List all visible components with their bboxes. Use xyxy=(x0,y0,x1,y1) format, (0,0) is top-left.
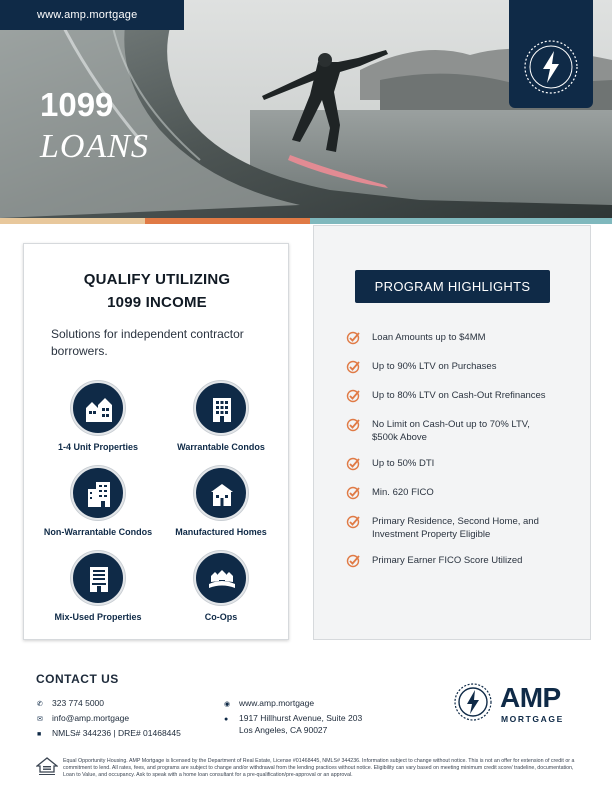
orange-check-icon xyxy=(346,418,360,432)
contact-address-line1: 1917 Hillhurst Avenue, Suite 203 xyxy=(239,713,363,723)
feature-mix-used-properties xyxy=(33,551,163,622)
feature-warrantable-condos xyxy=(156,381,286,452)
qualify-heading-line1: QUALIFY UTILIZING xyxy=(83,271,231,288)
hero-title-word: LOANS xyxy=(40,128,149,165)
contact-website[interactable] xyxy=(224,697,314,709)
feature-label: Non-Warrantable Condos xyxy=(43,527,153,537)
orange-check-icon xyxy=(346,515,360,529)
accent-stripe-teal xyxy=(310,218,612,224)
feature-co-ops xyxy=(156,551,286,622)
highlight-text: Min. 620 FICO xyxy=(372,487,434,498)
orange-check-icon xyxy=(346,554,360,568)
manufactured-home-icon xyxy=(194,466,248,520)
highlight-text: Loan Amounts up to $4MM xyxy=(372,332,486,343)
contact-address-line2: Los Angeles, CA 90027 xyxy=(239,725,328,735)
qualify-description: Solutions for independent contractor borrowers. xyxy=(51,327,244,358)
orange-check-icon xyxy=(346,389,360,403)
highlight-text: Primary Residence, Second Home, and Investment Property Eligible xyxy=(372,516,539,540)
condo-building-icon xyxy=(194,381,248,435)
website-url-tab[interactable]: www.amp.mortgage xyxy=(0,0,184,30)
feature-label: Warrantable Condos xyxy=(177,442,265,452)
highlight-item xyxy=(346,389,576,402)
highlight-text: Primary Earner FICO Score Utilized xyxy=(372,555,523,566)
accent-stripe-sand xyxy=(0,218,145,224)
highlight-item xyxy=(346,418,576,444)
feature-label: 1-4 Unit Properties xyxy=(57,442,139,452)
equal-housing-icon xyxy=(36,757,58,777)
phone-icon: ✆ xyxy=(37,701,43,708)
contact-email-text: info@amp.mortgage xyxy=(52,713,130,723)
orange-check-icon xyxy=(346,331,360,345)
lightning-bolt-icon xyxy=(453,682,493,722)
highlight-text: Up to 80% LTV on Cash-Out Rrefinances xyxy=(372,390,546,401)
feature-non-warrantable-condos xyxy=(33,466,163,537)
map-pin-icon: ● xyxy=(224,716,229,723)
highlight-item xyxy=(346,360,576,373)
contact-website-text: www.amp.mortgage xyxy=(239,698,315,708)
feature-manufactured-homes xyxy=(156,466,286,537)
globe-icon: ◉ xyxy=(224,701,231,708)
contact-licenses-text: NMLS# 344236 | DRE# 01468445 xyxy=(52,728,181,738)
orange-check-icon xyxy=(346,486,360,500)
feature-1-4-unit-properties xyxy=(33,381,163,452)
envelope-icon: ✉ xyxy=(37,716,43,723)
storefront-building-icon xyxy=(71,551,125,605)
amp-mortgage-logo xyxy=(453,682,583,726)
qualify-card xyxy=(23,243,289,640)
contact-phone-text: 323 774 5000 xyxy=(52,698,104,708)
feature-label: Co-Ops xyxy=(204,612,238,622)
houses-icon xyxy=(71,381,125,435)
contact-licenses xyxy=(37,727,181,739)
id-card-icon: ■ xyxy=(37,731,42,738)
co-op-houses-icon xyxy=(194,551,248,605)
program-highlights-button[interactable]: PROGRAM HIGHLIGHTS xyxy=(355,270,550,303)
program-highlights-card xyxy=(313,225,591,640)
hero-banner xyxy=(0,0,612,218)
highlight-item xyxy=(346,457,576,470)
highlight-text: Up to 90% LTV on Purchases xyxy=(372,361,497,372)
logo-name: AMP xyxy=(500,682,561,713)
orange-check-icon xyxy=(346,360,360,374)
qualify-heading-line2: 1099 INCOME xyxy=(107,294,207,311)
contact-heading: CONTACT US xyxy=(36,672,119,686)
legal-disclaimer: Equal Opportunity Housing. AMP Mortgage is licensed by the Department of Real Estate, License #01468445, NMLS# 344236. Information subject to change without notice. This is not an offer for extension of credit or a commitment to lend. All rates, fees, and programs are subject to change and/or withdrawal from the lending practices without notice. Eligibility can vary based on meeting minimum credit score/ tradeline, documentation, Loan to Value, and occupancy. Ask to speak with a home loan consultant for a pre-qualification/pre-approval or an approval. xyxy=(63,758,575,778)
hero-title-number: 1099 xyxy=(40,86,114,123)
highlight-text: No Limit on Cash-Out up to 70% LTV, $500k Above xyxy=(372,419,530,443)
lightning-bolt-icon xyxy=(522,38,580,96)
highlight-item xyxy=(346,515,576,541)
highlight-text: Up to 50% DTI xyxy=(372,458,435,469)
accent-stripe-orange xyxy=(145,218,310,224)
highlight-item xyxy=(346,554,576,567)
highlight-item xyxy=(346,331,576,344)
contact-address xyxy=(224,712,362,736)
brand-badge xyxy=(509,0,593,108)
contact-email[interactable] xyxy=(37,712,129,724)
orange-check-icon xyxy=(346,457,360,471)
feature-label: Mix-Used Properties xyxy=(54,612,142,622)
highlight-item xyxy=(346,486,576,499)
apartment-tower-icon xyxy=(71,466,125,520)
logo-subtitle: MORTGAGE xyxy=(501,714,564,724)
contact-phone[interactable] xyxy=(37,697,104,709)
feature-label: Manufactured Homes xyxy=(175,527,267,537)
